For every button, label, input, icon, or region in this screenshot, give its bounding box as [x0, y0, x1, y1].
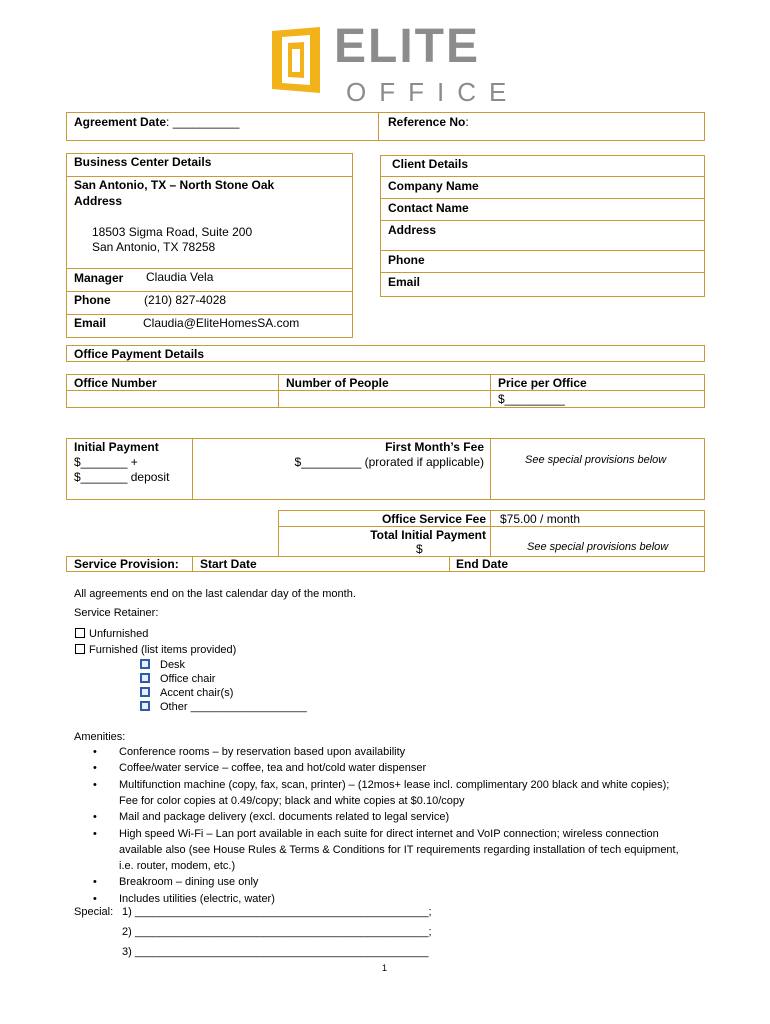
amenity-line: Fee for color copies at 0.49/copy; black and white copies at $0.10/copy [119, 795, 465, 807]
furnished-label: Furnished (list items provided) [89, 644, 237, 656]
col-number-of-people: Number of People [286, 376, 389, 390]
unfurnished-option[interactable] [75, 627, 148, 641]
amenity-line: Mail and package delivery (excl. documents related to legal service) [119, 811, 450, 823]
amenities-label: Amenities: [74, 731, 126, 743]
door-logo-icon [268, 27, 324, 93]
item-desk-label: Desk [160, 659, 186, 671]
unfurnished-checkbox[interactable] [75, 628, 85, 638]
item-accent-chair-label: Accent chair(s) [160, 687, 234, 699]
amenity-bullet: • [93, 828, 97, 840]
service-provision-label: Service Provision: [74, 557, 179, 571]
furnished-option[interactable] [75, 643, 236, 657]
agreement-date-field[interactable] [74, 115, 239, 129]
col-office-number: Office Number [74, 376, 157, 390]
item-office-chair-label: Office chair [160, 673, 216, 685]
amenity-bullet: • [93, 811, 97, 823]
initial-payment-amount[interactable]: $_______ + [74, 455, 138, 469]
other-checkbox[interactable] [140, 701, 150, 711]
item-office-chair[interactable] [140, 672, 215, 686]
phone-label: Phone [74, 293, 111, 307]
amenity-line: Conference rooms – by reservation based upon availability [119, 746, 406, 758]
reference-no-value: : [465, 115, 469, 129]
initial-payment-deposit[interactable]: $_______ deposit [74, 470, 170, 484]
office-service-fee-label: Office Service Fee [381, 512, 486, 526]
accent-chair-checkbox[interactable] [140, 687, 150, 697]
amenity-bullet: • [93, 876, 97, 888]
amenity-line: available also (see House Rules & Terms & Conditions for IT requirements regarding installation of tech equipment, [119, 844, 679, 856]
furnished-checkbox[interactable] [75, 644, 85, 654]
special-provisions-note-2: See special provisions below [527, 541, 669, 553]
amenity-line: Includes utilities (electric, water) [119, 893, 275, 905]
amenity-line: Breakroom – dining use only [119, 876, 259, 888]
desk-checkbox[interactable] [140, 659, 150, 669]
business-center-address-label: Address [74, 194, 123, 208]
business-center-address-line2: San Antonio, TX 78258 [92, 240, 216, 254]
amenity-bullet: • [93, 779, 97, 791]
client-phone-field[interactable]: Phone [388, 253, 425, 267]
special-provisions-note-1: See special provisions below [525, 454, 667, 466]
email-value: Claudia@EliteHomesSA.com [143, 316, 300, 330]
business-center-title: Business Center Details [74, 155, 212, 169]
office-chair-checkbox[interactable] [140, 673, 150, 683]
agreement-date-label: Agreement Date [74, 115, 167, 129]
phone-value: (210) 827-4028 [144, 293, 227, 307]
office-service-fee-value: $75.00 / month [500, 512, 581, 526]
reference-no-field[interactable] [388, 115, 469, 129]
client-contact-field[interactable]: Contact Name [388, 201, 469, 215]
unfurnished-label: Unfurnished [89, 628, 149, 640]
page-number: 1 [382, 963, 388, 973]
client-email-field[interactable]: Email [388, 275, 421, 289]
item-desk[interactable] [140, 658, 185, 672]
business-center-address-line1: 18503 Sigma Road, Suite 200 [92, 225, 253, 239]
agreement-date-value: : __________ [166, 115, 240, 129]
col-price-per-office: Price per Office [498, 376, 587, 390]
office-number-input[interactable] [67, 391, 277, 407]
service-retainer-label: Service Retainer: [74, 607, 159, 619]
amenity-bullet: • [93, 746, 97, 758]
price-per-office-value[interactable]: $_________ [498, 392, 565, 406]
client-company-field[interactable]: Company Name [388, 179, 479, 193]
end-date-field[interactable]: End Date [456, 557, 509, 571]
agreements-end-note: All agreements end on the last calendar day of the month. [74, 588, 356, 600]
item-accent-chair[interactable] [140, 686, 233, 700]
amenity-bullet: • [93, 893, 97, 905]
logo-word-office: OFFICE [346, 77, 520, 107]
item-other-label: Other ___________________ [160, 701, 307, 713]
amenity-bullet: • [93, 762, 97, 774]
amenity-line: i.e. router, modem, etc.) [119, 860, 236, 872]
manager-label: Manager [74, 271, 124, 285]
number-of-people-input[interactable] [279, 391, 489, 407]
amenity-line: Coffee/water service – coffee, tea and hot/cold water dispenser [119, 762, 427, 774]
start-date-field[interactable]: Start Date [200, 557, 257, 571]
logo-word-elite: ELITE [334, 20, 481, 73]
office-payment-title: Office Payment Details [74, 347, 205, 361]
amenity-line: High speed Wi-Fi – Lan port available in each suite for direct internet and VoIP connection; wireless connection [119, 828, 659, 840]
reference-no-label: Reference No [388, 115, 466, 129]
business-center-location: San Antonio, TX – North Stone Oak [74, 178, 275, 192]
special-line-1[interactable]: 1) ________________________________________________; [122, 906, 432, 918]
client-details-title: Client Details [392, 157, 469, 171]
special-line-3[interactable]: 3) ________________________________________________ [122, 946, 429, 958]
total-initial-payment-value[interactable]: $ [416, 542, 423, 556]
manager-value: Claudia Vela [146, 270, 214, 284]
first-month-fee-label: First Month’s Fee [385, 440, 484, 454]
special-line-2[interactable]: 2) ________________________________________________; [122, 926, 432, 938]
email-label: Email [74, 316, 107, 330]
special-label: Special: [74, 906, 114, 918]
item-other[interactable] [140, 700, 307, 714]
amenity-line: Multifunction machine (copy, fax, scan, printer) – (12mos+ lease incl. complimentary 200 black and white copies); [119, 779, 670, 791]
first-month-fee-value[interactable]: $_________ (prorated if applicable) [294, 455, 484, 469]
initial-payment-label: Initial Payment [74, 440, 159, 454]
total-initial-payment-label: Total Initial Payment [370, 528, 486, 542]
client-address-field[interactable]: Address [388, 223, 437, 237]
